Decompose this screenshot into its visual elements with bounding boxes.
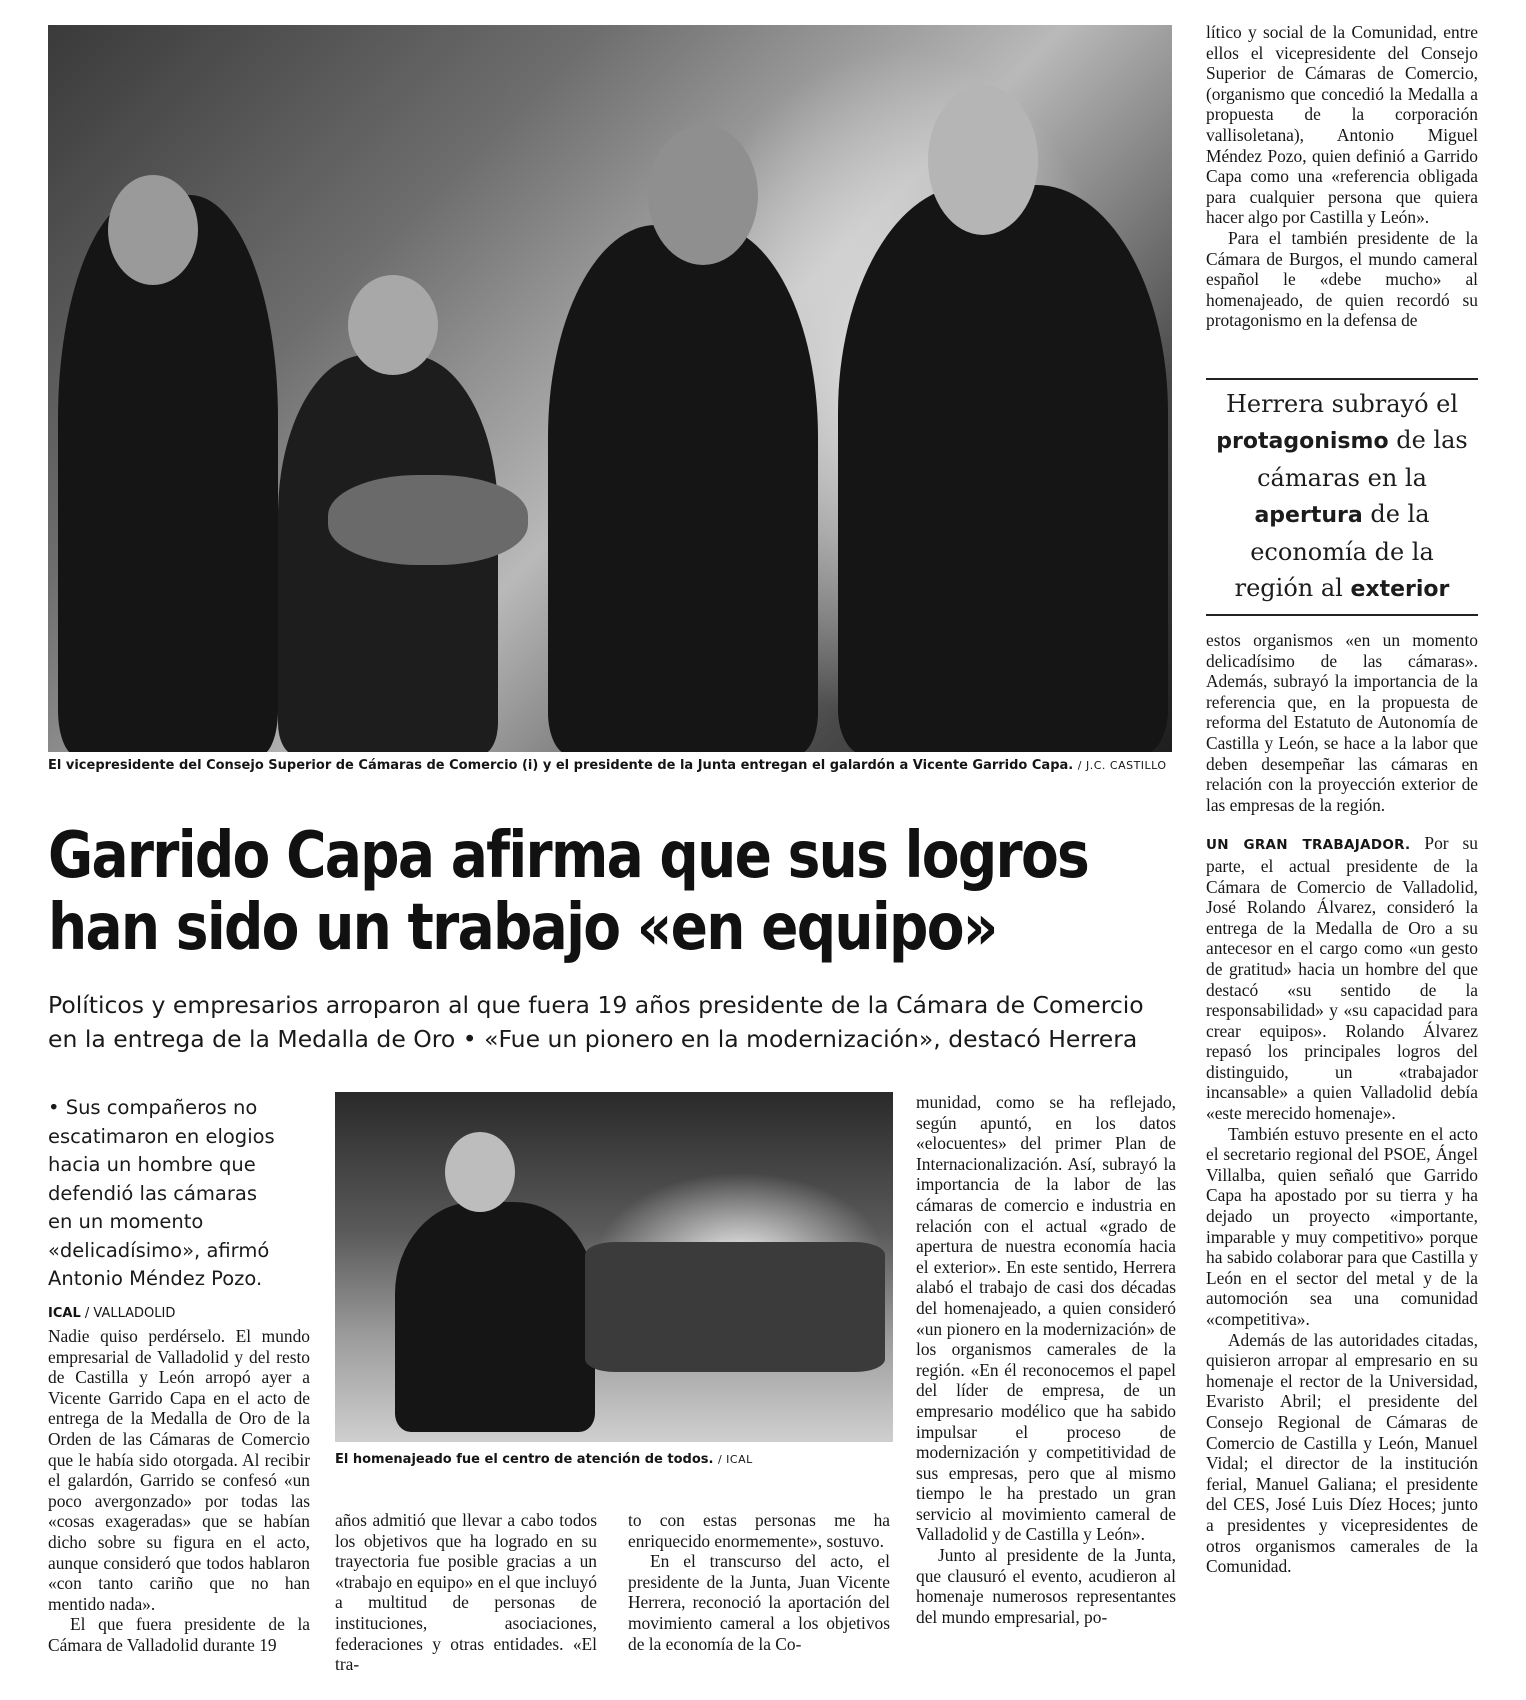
article-col-4 [916,1092,1176,1627]
second-photo-caption-text: El homenajeado fue el centro de atención de todos. [335,1452,714,1467]
byline-agency: ICAL [48,1306,81,1321]
main-photo-credit: / J.C. CASTILLO [1077,759,1167,772]
pullquote-bold-3: exterior [1350,577,1450,602]
col1-para-1: Nadie quiso perdérselo. El mundo empresarial de Valladolid y del resto de Castilla y León arropó ayer a Vicente Garrido Capa en el acto de entrega de la Medalla de Oro de la Orden de las Cámaras de Comercio que le había sido otorgada. Al recibir el galardón, Garrido se confesó «un poco avergonzado» por todas las «cosas exageradas» que se habían dicho sobre su figura en el acto, aunque consideró que todos hablaron «con tanto cariño que no han mentido nada». [48,1326,310,1614]
subhead-line-2: en la entrega de la Medalla de Oro • «Fue un pionero en la modernización», destacó Herrera [48,1025,1138,1053]
col5-para-4 [1206,833,1478,1123]
byline-place: / VALLADOLID [84,1306,176,1321]
col5-para-5: También estuvo presente en el acto el secretario regional del PSOE, Ángel Villalba, quien señaló que Garrido Capa ha apostado por su tierra y ha dejado un proyecto «importante, imparable y muy competitivo» porque ha sabido colaborar para que Castilla y León en el sector del metal y de la automoción sea una comunidad «competitiva». [1206,1123,1478,1329]
pullquote [1212,386,1472,608]
main-photo-caption-text: El vicepresidente del Consejo Superior de Cámaras de Comercio (i) y el presidente de la Junta entregan el galardón a Vicente Garrido Capa. [48,758,1074,773]
col3-para-2: En el transcurso del acto, el presidente de la Junta, Juan Vicente Herrera, reconoció la aportación del movimiento cameral a los objetivos de la economía de la Co- [628,1551,890,1654]
pullquote-bottom-rule [1206,614,1478,616]
col1-para-2: El que fuera presidente de la Cámara de Valladolid durante 19 [48,1614,310,1655]
col5-para-6: Además de las autoridades citadas, quisieron arropar al empresario en su homenaje el rector de la Universidad, Evaristo Abril; el presidente del Consejo Regional de Cámaras de Comercio de Castilla y León, Manuel Vidal; el director de la institución ferial, Manuel Galiana; el presidente del CES, José Luis Díez Hoces; junto a presidentes y vicepresidentes de otros organismos camerales de la Comunidad. [1206,1329,1478,1577]
col5-para-3: estos organismos «en un momento delicadísimo de las cámaras». Además, subrayó la importancia de la referencia que, en la propuesta de reforma del Estatuto de Autonomía de Castilla y León, se hace a la labor que deben desempeñar las cámaras en relación con la proyección exterior de las empresas de la región. [1206,630,1478,815]
article-col-5-bottom [1206,630,1478,1577]
col3-para-1: to con estas personas me ha enriquecido enormemente», sostuvo. [628,1510,890,1551]
second-photo-credit: / ICAL [717,1453,753,1466]
subhead-line-1: Políticos y empresarios arroparon al que fuera 19 años presidente de la Cámara de Comercio [48,991,1144,1019]
col5-para-4-text: Por su parte, el actual presidente de la Cámara de Comercio de Valladolid, José Rolando Álvarez, consideró la entrega de la Medalla de Oro a su antecesor en el cargo como «un gesto de gratitud» hacia un hombre del que destacó «su sentido de la responsabilidad» y «su capacidad para crear equipos». Rolando Álvarez repasó los principales logros del distinguido, un «trabajador incansable» a quien Valladolid debía «este merecido homenaje». [1206,833,1478,1124]
col5-para-2: Para el también presidente de la Cámara de Burgos, el mundo cameral español le «debe mucho» al homenajeado, de quien recordó su protagonismo en la defensa de [1206,227,1478,331]
col5-kicker: UN GRAN TRABAJADOR. [1206,837,1411,854]
headline-line-1: Garrido Capa afirma que sus logros [48,819,1089,893]
pullquote-top-rule [1206,378,1478,380]
article-col-5-top [1206,22,1478,331]
pullquote-text-1: Herrera subrayó el [1225,390,1459,418]
article-col-2 [335,1510,597,1675]
main-photo [48,25,1172,752]
second-photo-caption [335,1452,753,1468]
col4-para-2: Junto al presidente de la Junta, que clausuró el evento, acudieron al homenaje numerosos representantes del mundo empresarial, po- [916,1545,1176,1627]
byline [48,1306,175,1321]
article-col-3 [628,1510,890,1654]
col5-para-1: lítico y social de la Comunidad, entre ellos el vicepresidente del Consejo Superior de Cámaras de Comercio, (organismo que concedió la Medalla a propuesta de la corporación vallisoletana), Antonio Miguel Méndez Pozo, quien definió a Garrido Capa como una «referencia obligada para cualquier persona que quiera hacer algo por Castilla y León». [1206,22,1478,228]
main-photo-caption [48,758,1167,774]
col4-para-1: munidad, como se ha reflejado, según apuntó, en los datos «elocuentes» del primer Plan de Internacionalización. Así, subrayó la importancia de la labor de las cámaras de comercio e industria en relación con el actual «grado de apertura de nuestra economía hacia el exterior». En este sentido, Herrera alabó el trabajo de casi dos décadas del homenajeado, a quien consideró «un pionero en la modernización» de los organismos camerales de la región. «En él reconocemos el papel del líder de empresa, de un empresario modélico que ha sabido impulsar el proceso de modernización y competitividad de sus empresas, pero que al mismo tiempo le ha prestado un gran servicio al movimiento cameral de Valladolid y de Castilla y León». [916,1092,1176,1545]
pullquote-bold-1: protagonismo [1216,429,1389,454]
article-col-1 [48,1326,310,1656]
pullquote-text-2: de las cámaras en la [1257,426,1468,492]
pullquote-bold-2: apertura [1254,503,1363,528]
subhead [48,988,1144,1056]
lead-paragraph: • Sus compañeros no escatimaron en elogios hacia un hombre que defendió las cámaras en un momento «delicadísimo», afirmó Antonio Méndez Pozo. [48,1096,275,1290]
col2-para-1: años admitió que llevar a cabo todos los objetivos que ha logrado en su trayectoria fue posible gracias a un «trabajo en equipo» en el que incluyó a multitud de personas de instituciones, asociaciones, federaciones y otras entidades. «El tra- [335,1510,597,1675]
headline [48,820,1088,964]
second-photo [335,1092,893,1442]
headline-line-2: han sido un trabajo «en equipo» [48,891,997,965]
pullquote-text-3: de la economía de la región al [1234,500,1434,602]
